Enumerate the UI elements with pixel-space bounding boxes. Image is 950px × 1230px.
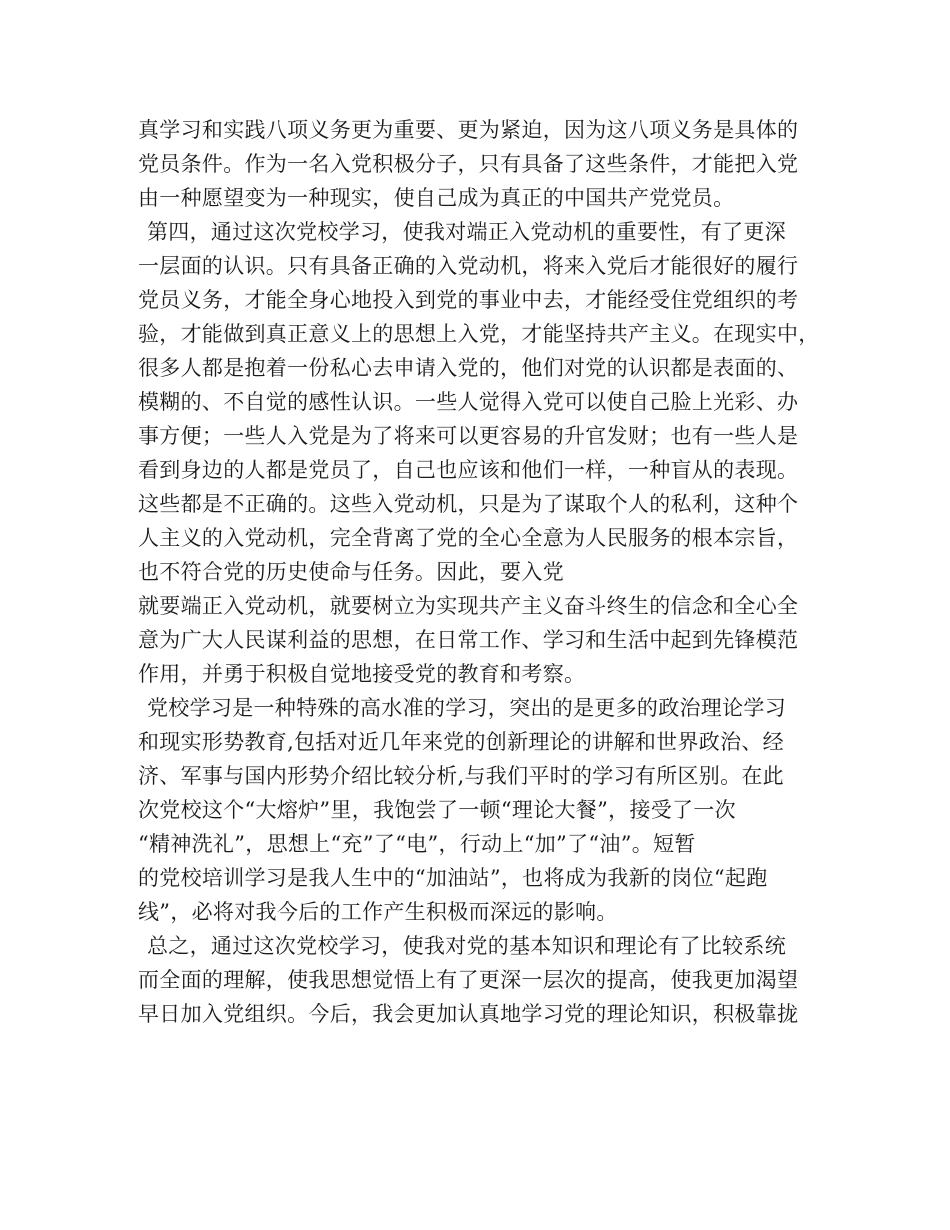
- text-line: 线”，必将对我今后的工作产生积极而深远的影响。: [138, 900, 618, 924]
- text-line: 人主义的入党动机，完全背离了党的全心全意为人民服务的根本宗旨，: [138, 526, 799, 550]
- text-line: 的党校培训学习是我人生中的“加油站”，也将成为我新的岗位“起跑: [138, 866, 768, 890]
- text-line: 模糊的、不自觉的感性认识。一些人觉得入党可以使自己脸上光彩、办: [138, 390, 799, 414]
- text-line: 看到身边的人都是党员了，自己也应该和他们一样，一种盲从的表现。: [138, 458, 799, 482]
- text-line: “精神洗礼”，思想上“充”了“电”，行动上“加”了“油”。短暂: [138, 832, 696, 856]
- text-line: 很多人都是抱着一份私心去申请入党的，他们对党的认识都是表面的、: [138, 356, 799, 380]
- text-line: 真学习和实践八项义务更为重要、更为紧迫，因为这八项义务是具体的: [138, 118, 799, 142]
- text-line: 次党校这个“大熔炉”里，我饱尝了一顿“理论大餐”，接受了一次: [138, 798, 736, 822]
- text-line: 党员义务，才能全身心地投入到党的事业中去，才能经受住党组织的考: [138, 288, 799, 312]
- text-line: 党员条件。作为一名入党积极分子，只有具备了这些条件，才能把入党: [138, 152, 799, 176]
- paragraph-start-line: 总之，通过这次党校学习，使我对党的基本知识和理论有了比较系统: [147, 934, 786, 958]
- text-line: 一层面的认识。只有具备正确的入党动机，将来入党后才能很好的履行: [138, 254, 799, 278]
- text-line: 作用，并勇于积极自觉地接受党的教育和考察。: [138, 662, 586, 686]
- text-line: 济、军事与国内形势介绍比较分析,与我们平时的学习有所区别。在此: [138, 764, 784, 788]
- body-text: [138, 113, 828, 1031]
- text-line: 而全面的理解，使我思想觉悟上有了更深一层次的提高，使我更加渴望: [138, 968, 799, 992]
- text-line: 验，才能做到真正意义上的思想上入党，才能坚持共产主义。在现实中，: [138, 322, 820, 346]
- paragraph-start-line: 党校学习是一种特殊的高水准的学习，突出的是更多的政治理论学习: [147, 696, 786, 720]
- text-line: 事方便；一些人入党是为了将来可以更容易的升官发财；也有一些人是: [138, 424, 799, 448]
- text-line: 和现实形势教育,包括对近几年来党的创新理论的讲解和世界政治、经: [138, 730, 784, 754]
- text-line: 也不符合党的历史使命与任务。因此，要入党: [138, 560, 564, 584]
- text-line: 就要端正入党动机，就要树立为实现共产主义奋斗终生的信念和全心全: [138, 594, 799, 618]
- text-line: 由一种愿望变为一种现实，使自己成为真正的中国共产党党员。: [138, 186, 735, 210]
- paragraph-start-line: 第四，通过这次党校学习，使我对端正入党动机的重要性，有了更深: [147, 220, 786, 244]
- text-line: 早日加入党组织。今后，我会更加认真地学习党的理论知识，积极靠拢: [138, 1002, 799, 1026]
- text-line: 意为广大人民谋利益的思想，在日常工作、学习和生活中起到先锋模范: [138, 628, 799, 652]
- text-line: 这些都是不正确的。这些入党动机，只是为了谋取个人的私利，这种个: [138, 492, 799, 516]
